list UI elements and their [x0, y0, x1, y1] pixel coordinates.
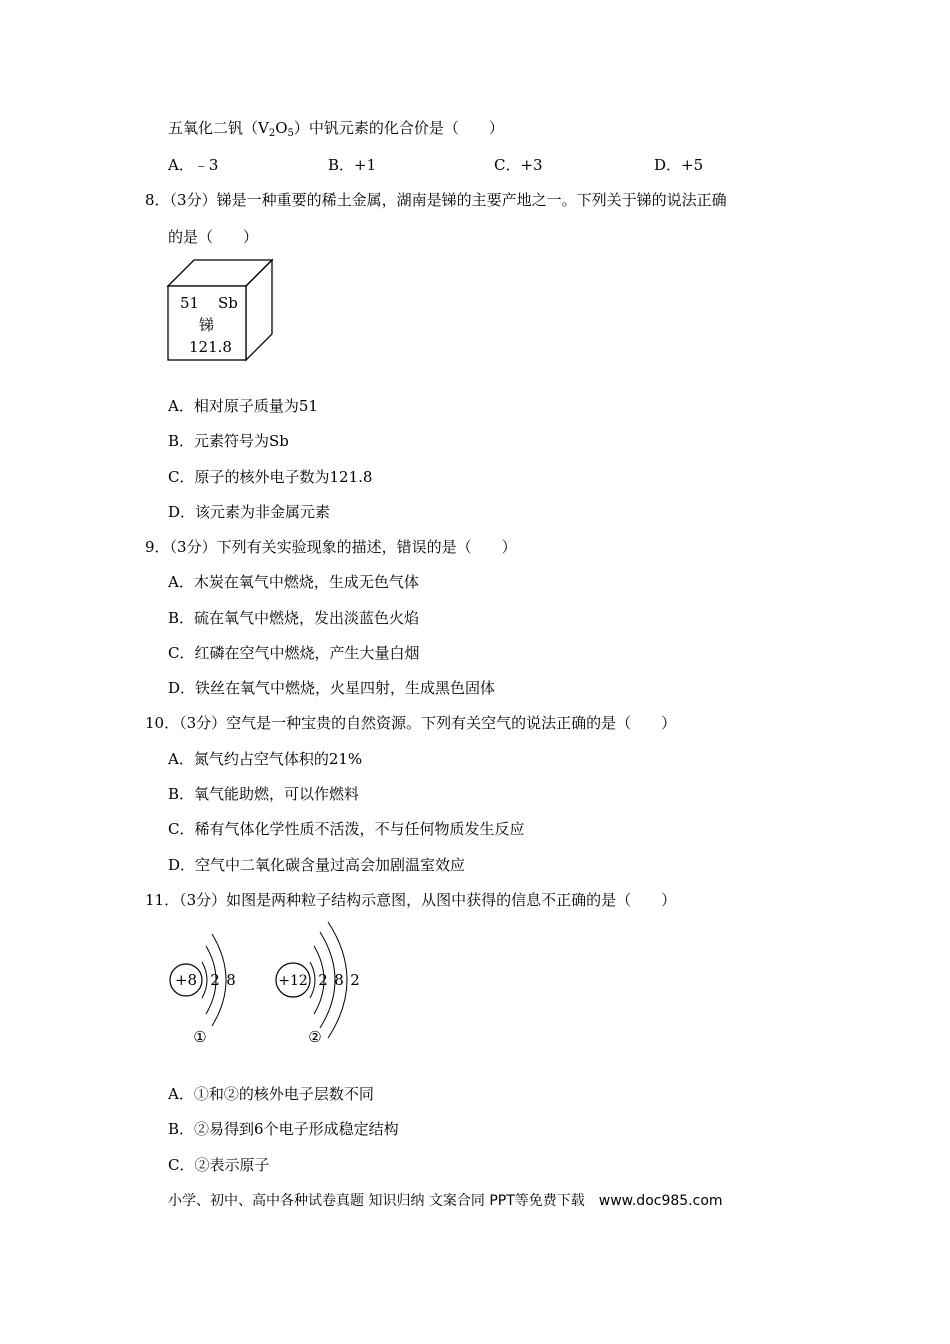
- q9-stem: 9．（3分）下列有关实验现象的描述，错误的是（ ）: [145, 538, 517, 556]
- q11-option-b: B．②易得到6个电子形成稳定结构: [168, 1120, 399, 1138]
- q8-stem-line1: 8．（3分）锑是一种重要的稀土金属，湖南是锑的主要产地之一。下列关于锑的说法正确: [145, 191, 727, 209]
- q11-option-c: C．②表示原子: [168, 1156, 270, 1174]
- page-footer: 小学、初中、高中各种试卷真题 知识归纳 文案合同 PPT等免费下载 www.doc985.com: [168, 1193, 723, 1209]
- q8-option-a: A．相对原子质量为51: [168, 397, 318, 415]
- particle-1-label: ①: [193, 1028, 207, 1046]
- tile-symbol: Sb: [218, 294, 238, 312]
- particle-2-shell-1: 2: [318, 971, 328, 989]
- q7-stem: 五氧化二钒$(V_2O_5)$中钒元素的化合价是（ ）: [168, 119, 504, 139]
- q8-option-c: C．原子的核外电子数为121.8: [168, 468, 373, 486]
- q9-option-d: D．铁丝在氧气中燃烧，火星四射，生成黑色固体: [168, 679, 496, 697]
- q8-stem-line2: 的是（ ）: [168, 228, 259, 246]
- tile-atomic-number: 51: [180, 294, 200, 312]
- particle-diagrams: [160, 918, 380, 1048]
- q11-option-a: A．①和②的核外电子层数不同: [168, 1085, 374, 1103]
- q9-option-b: B．硫在氧气中燃烧，发出淡蓝色火焰: [168, 609, 420, 627]
- tile-element-name: 锑: [199, 316, 215, 334]
- q11-stem: 11．（3分）如图是两种粒子结构示意图，从图中获得的信息不正确的是（ ）: [145, 891, 677, 909]
- q9-option-a: A．木炭在氧气中燃烧，生成无色气体: [168, 573, 419, 591]
- q7-option-b: B．+1: [328, 156, 377, 174]
- particle-2-diagram: [276, 922, 360, 1046]
- q10-option-d: D．空气中二氧化碳含量过高会加剧温室效应: [168, 856, 466, 874]
- particle-1-nucleus: +8: [174, 971, 198, 989]
- q10-option-a: A．氮气约占空气体积的21%: [168, 750, 363, 768]
- q7-option-c: C．+3: [494, 156, 543, 174]
- particle-1-shell-1: 2: [210, 971, 220, 989]
- q10-option-c: C．稀有气体化学性质不活泼，不与任何物质发生反应: [168, 820, 525, 838]
- q7-option-a: A．﹣3: [168, 156, 219, 174]
- particle-2-shell-3: 2: [350, 971, 360, 989]
- particle-2-nucleus: +12: [278, 973, 308, 989]
- q9-option-c: C．红磷在空气中燃烧，产生大量白烟: [168, 644, 420, 662]
- particle-2-shell-2: 8: [334, 971, 344, 989]
- element-tile-figure: [166, 258, 276, 364]
- q10-option-b: B．氧气能助燃，可以作燃料: [168, 785, 360, 803]
- q7-option-d: D．+5: [654, 156, 704, 174]
- particle-1-diagram: [170, 934, 236, 1046]
- q8-option-b: B．元素符号为Sb: [168, 432, 289, 450]
- particle-1-shell-2: 8: [226, 971, 236, 989]
- tile-atomic-mass: 121.8: [189, 338, 232, 356]
- particle-2-label: ②: [308, 1028, 322, 1046]
- q8-option-d: D．该元素为非金属元素: [168, 503, 331, 521]
- q10-stem: 10．（3分）空气是一种宝贵的自然资源。下列有关空气的说法正确的是（ ）: [145, 714, 677, 732]
